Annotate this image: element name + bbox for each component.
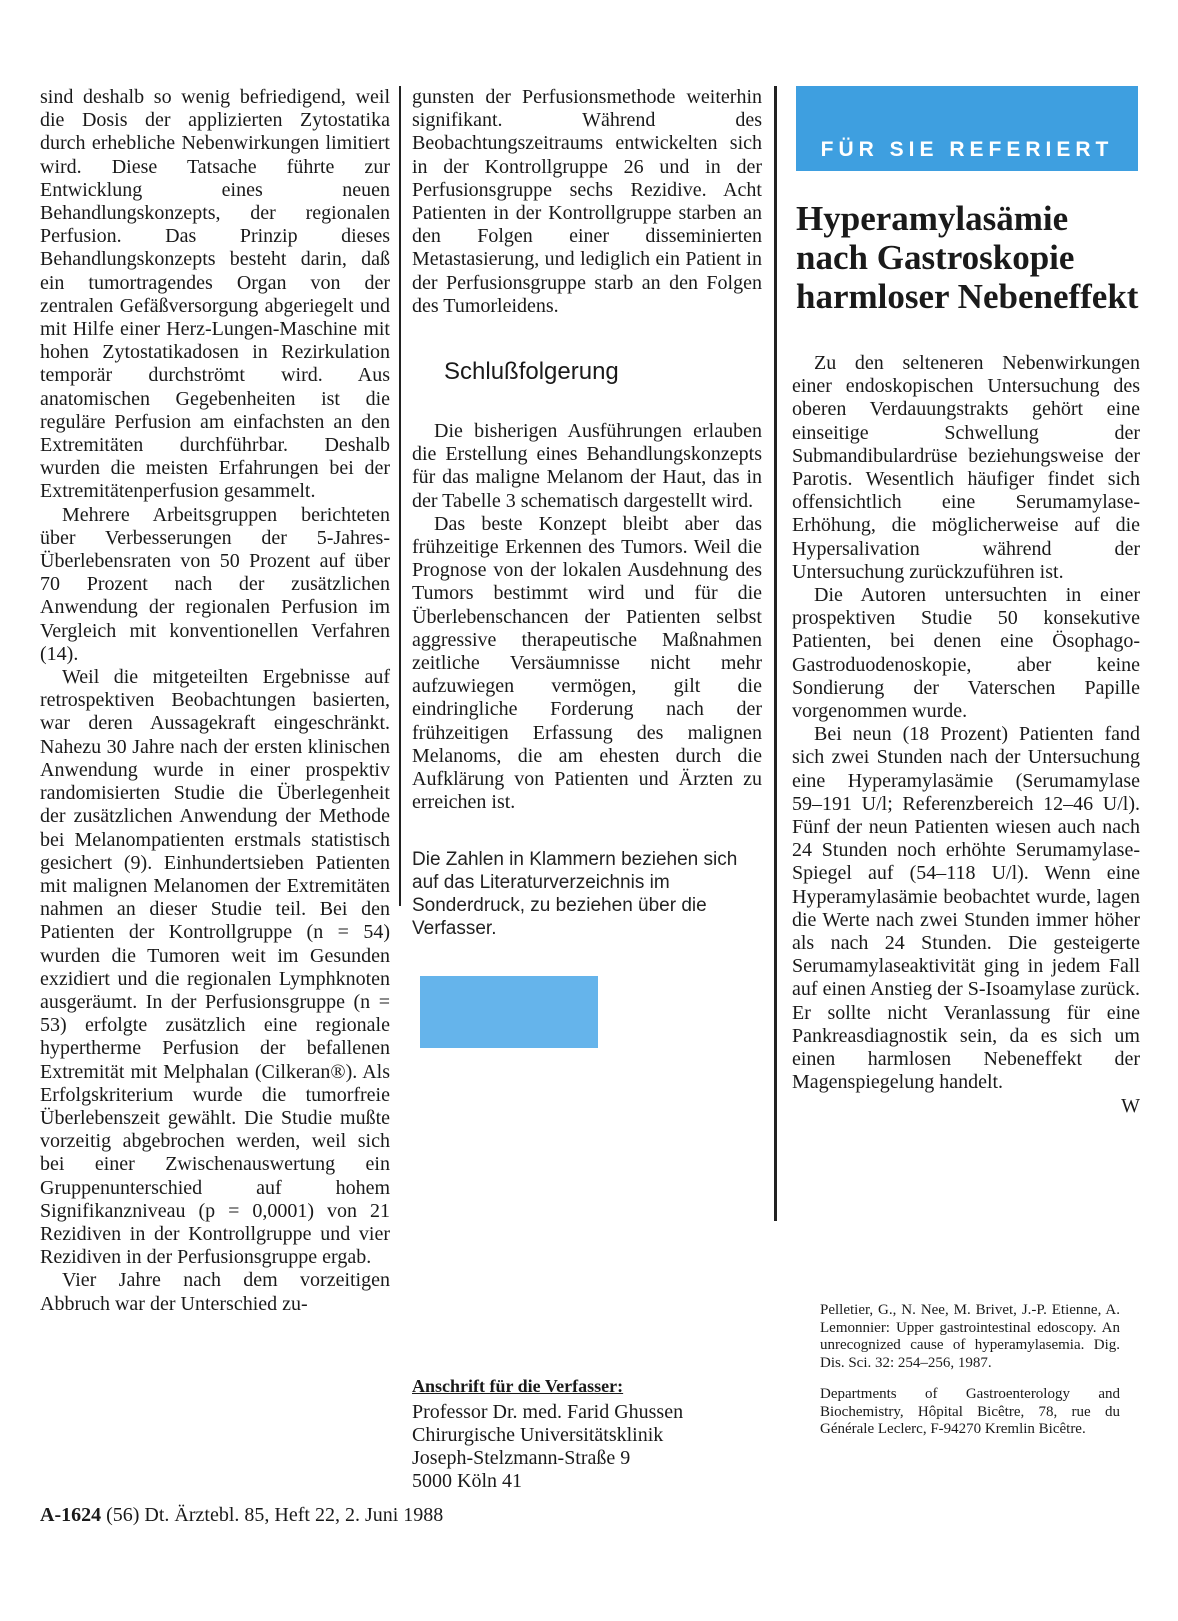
affiliation: Departments of Gastroenterology and Biochemistry, Hôpital Bicêtre, 78, rue du Générale Leclerc, F-94270 Kremlin Bicêtre.	[820, 1386, 1120, 1437]
column-divider-right	[774, 86, 777, 1221]
address-line: 5000 Köln 41	[412, 1470, 522, 1492]
banner-label: FÜR SIE REFERIERT	[820, 138, 1114, 161]
column-1	[40, 86, 390, 1316]
author-signature: W	[1121, 1094, 1140, 1117]
address-line: Joseph-Stelzmann-Straße 9	[412, 1447, 631, 1469]
page-number: A-1624	[40, 1504, 102, 1526]
paragraph: Die Autoren untersuchten in einer prospektiven Studie 50 konsekutive Patienten, bei denen eine Ösophago-Gastroduodenoskopie, aber keine Sondierung der Vaterschen Papille vorgenommen wurde.	[792, 584, 1140, 723]
citation: Pelletier, G., N. Nee, M. Brivet, J.-P. Etienne, A. Lemonnier: Upper gastrointestinal edoscopy. An unrecognized cause of hyperamylasemia. Dig. Dis. Sci. 32: 254–256, 1987.	[820, 1302, 1120, 1371]
address-line: Professor Dr. med. Farid Ghussen	[412, 1401, 684, 1423]
paragraph: Die bisherigen Ausführungen erlauben die Erstellung eines Behandlungskonzepts für das maligne Melanom der Haut, das in der Tabelle 3 schematisch dargestellt wird.	[412, 420, 762, 512]
page-footer	[40, 1504, 443, 1527]
paragraph: Zu den selteneren Nebenwirkungen einer endoskopischen Untersuchung des oberen Verdauungstrakts gehört eine einseitige Schwellung der Submandibulardrüse beziehungsweise der Parotis. Wesentlich häufiger findet sich offensichtlich eine Serumamylase-Erhöhung, die möglicherweise auf die Hypersalivation während der Untersuchung zurückzuführen ist.	[792, 352, 1140, 583]
paragraph: gunsten der Perfusionsmethode weiterhin signifikant. Während des Beobachtungszeitraums entwickelten sich in der Kontrollgruppe 26 und in der Perfusionsgruppe sechs Rezidive. Acht Patienten in der Kontrollgruppe starben an den Folgen einer disseminierten Metastasierung, und lediglich ein Patient in der Perfusionsgruppe starb an den Folgen des Tumorleidens.	[412, 86, 762, 317]
paragraph: Vier Jahre nach dem vorzeitigen Abbruch war der Unterschied zu-	[40, 1269, 390, 1315]
article-title: Hyperamylasämie nach Gastroskopie harmloser Nebeneffekt	[796, 199, 1139, 316]
section-banner	[796, 86, 1138, 171]
references	[820, 1302, 1120, 1453]
paragraph: Mehrere Arbeitsgruppen berichteten über Verbesserungen der 5-Jahres-Überlebensraten von 50 Prozent auf über 70 Prozent nach der zusätzlichen Anwendung der regionalen Perfusion im Vergleich mit konventionellen Verfahren (14).	[40, 503, 390, 665]
address-heading: Anschrift für die Verfasser:	[412, 1376, 624, 1396]
column-3	[792, 86, 1140, 1118]
journal-citation: (56) Dt. Ärztebl. 85, Heft 22, 2. Juni 1988	[106, 1504, 444, 1526]
paragraph: Bei neun (18 Prozent) Patienten fand sich zwei Stunden nach der Untersuchung eine Hyperamylasämie (Serumamylase 59–191 U/l; Referenzbereich 12–46 U/l). Fünf der neun Patienten wiesen auch nach 24 Stunden noch erhöhte Serumamylase-Spiegel auf (54–118 U/l). Wenn eine Hyperamylasämie beobachtet wurde, lagen die Werte nach zwei Stunden immer höher als nach 24 Stunden. Die gesteigerte Serumamylaseaktivität ging in jedem Fall auf einen Anstieg der S-Isoamylase zurück. Er sollte nicht Veranlassung für eine Pankreasdiagnostik sein, da es sich um einen harmlosen Nebeneffekt der Magenspiegelung handelt.	[792, 723, 1140, 1094]
address-line: Chirurgische Universitätsklinik	[412, 1424, 664, 1446]
column-2	[412, 86, 762, 1048]
column-divider-left	[399, 86, 401, 906]
blue-stamp-image	[420, 976, 598, 1048]
reference-note: Die Zahlen in Klammern beziehen sich auf das Literaturverzeichnis im Sonderdruck, zu beziehen über die Verfasser.	[412, 849, 738, 940]
section-heading: Schlußfolgerung	[444, 358, 619, 386]
paragraph: sind deshalb so wenig befriedigend, weil die Dosis der applizierten Zytostatika durch erhebliche Nebenwirkungen limitiert wird. Diese Tatsache führte zur Entwicklung eines neuen Behandlungskonzepts, der regionalen Perfusion. Das Prinzip dieses Behandlungskonzepts besteht darin, daß ein tumortragendes Organ von der zentralen Gefäßversorgung abgeriegelt und mit Hilfe einer Herz-Lungen-Maschine mit hohen Zytostatikadosen in Rezirkulation temporär durchströmt wird. Aus anatomischen Gegebenheiten ist die reguläre Perfusion am einfachsten an den Extremitäten durchführbar. Deshalb wurden die meisten Erfahrungen bei der Extremitätenperfusion gesammelt.	[40, 86, 390, 503]
author-address	[412, 1376, 762, 1493]
paragraph: Weil die mitgeteilten Ergebnisse auf retrospektiven Beobachtungen basierten, war deren Aussagekraft eingeschränkt. Nahezu 30 Jahre nach der ersten klinischen Anwendung wurde in einer prospektiv randomisierten Studie die Überlegenheit der zusätzlichen Anwendung der Methode bei Melanompatienten erstmals statistisch gesichert (9). Einhundertsieben Patienten mit malignen Melanomen der Extremitäten nahmen an dieser Studie teil. Bei den Patienten der Kontrollgruppe (n = 54) wurden die Tumoren weit im Gesunden exzidiert und die regionalen Lymphknoten ausgeräumt. In der Perfusionsgruppe (n = 53) erfolgte zusätzlich eine regionale hypertherme Perfusion der befallenen Extremität mit Melphalan (Cilkeran®). Als Erfolgskriterium wurde die tumorfreie Überlebenszeit gewählt. Die Studie mußte vorzeitig abgebrochen werden, weil sich bei einer Zwischenauswertung ein Gruppenunterschied auf hohem Signifikanzniveau (p = 0,0001) von 21 Rezidiven in der Kontrollgruppe und vier Rezidiven in der Perfusionsgruppe ergab.	[40, 666, 390, 1269]
paragraph: Das beste Konzept bleibt aber das frühzeitige Erkennen des Tumors. Weil die Prognose von der lokalen Ausdehnung des Tumors bestimmt wird und für die Überlebenschancen der Patienten selbst aggressive therapeutische Maßnahmen zeitliche Versäumnisse nicht mehr aufzuwiegen vermögen, gilt die eindringliche Forderung nach der frühzeitigen Erfassung des malignen Melanoms, die am ehesten durch die Aufklärung von Patienten und Ärzten zu erreichen ist.	[412, 512, 762, 814]
